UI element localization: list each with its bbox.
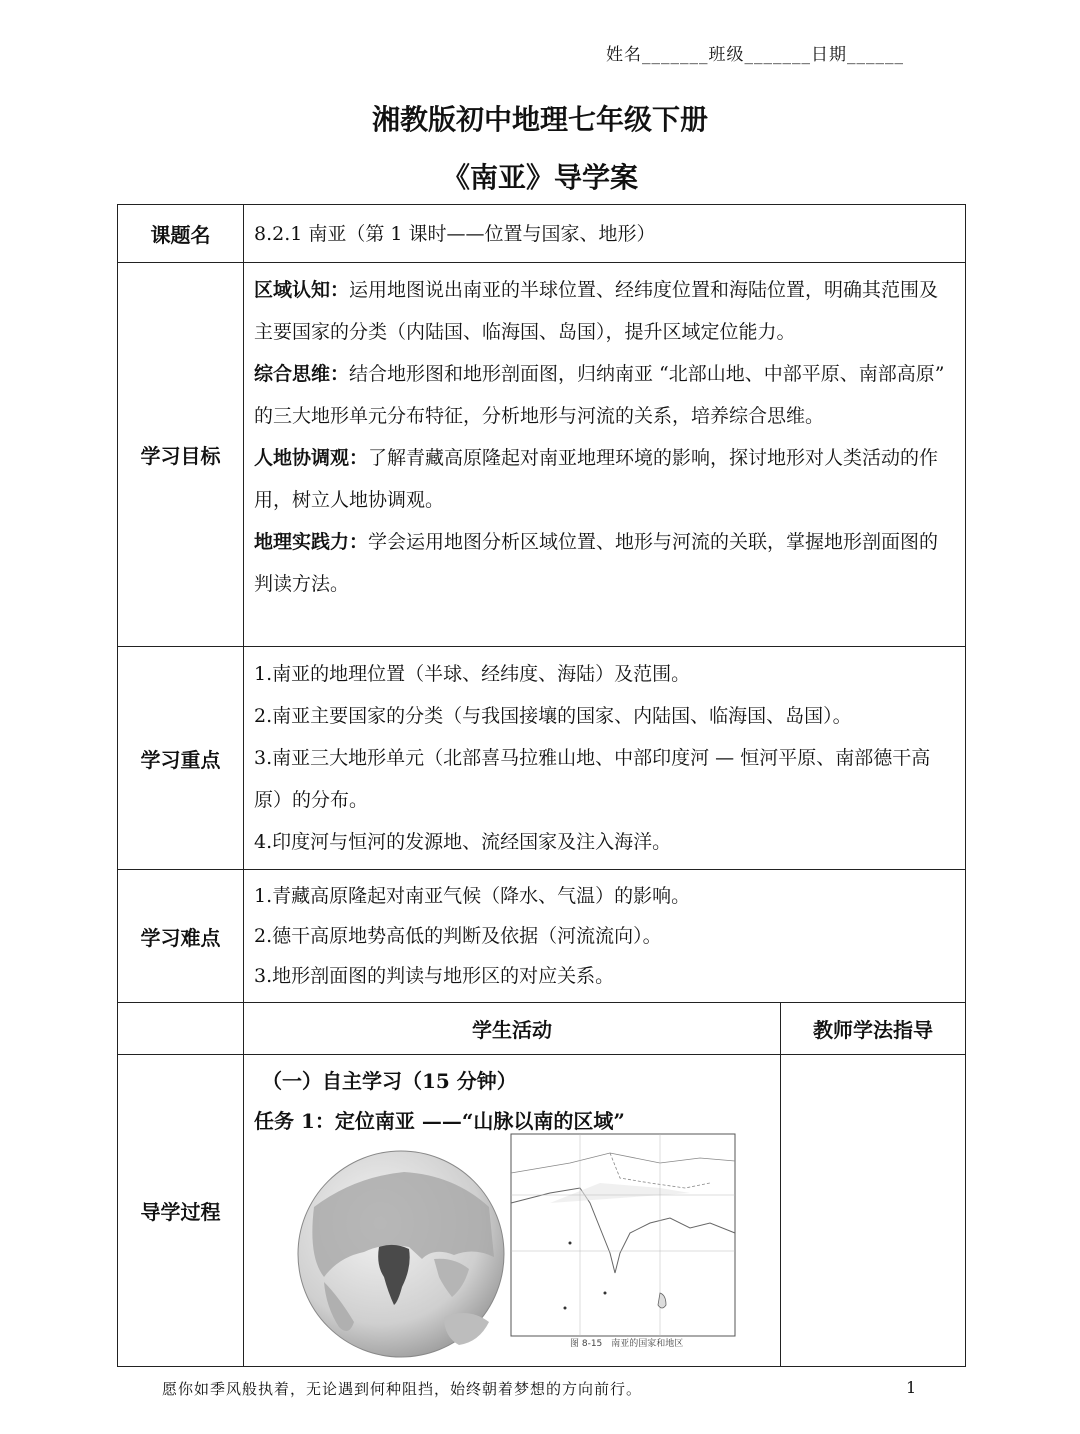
key-point-item: 4.印度河与恒河的发源地、流经国家及注入海洋。 xyxy=(254,831,672,853)
footer-motto: 愿你如季风般执着，无论遇到何种阻挡，始终朝着梦想的方向前行。 xyxy=(162,1380,643,1398)
goals-label: 学习目标 xyxy=(118,263,244,647)
difficulties-label: 学习难点 xyxy=(118,870,244,1003)
teacher-guidance-cell xyxy=(781,1055,966,1367)
process-content xyxy=(244,1055,781,1367)
map-caption: 图 8-15 南亚的国家和地区 xyxy=(570,1339,684,1349)
page-number: 1 xyxy=(906,1378,917,1397)
goal-item: 人地协调观：了解青藏高原隆起对南亚地理环境的影响，探讨地形对人类活动的作用，树立人地协调观。 xyxy=(254,447,939,511)
task-heading: 任务 1：定位南亚 ——“山脉以南的区域” xyxy=(254,1109,625,1133)
south-asia-map xyxy=(510,1133,736,1347)
document-title: 湘教版初中地理七年级下册 xyxy=(371,103,708,136)
difficulties-content xyxy=(244,870,966,1003)
goal-item: 综合思维：结合地形图和地形剖面图，归纳南亚 “北部山地、中部平原、南部高原” 的三大地形单元分布特征，分析地形与河流的关系，培养综合思维。 xyxy=(254,363,945,427)
topic-label: 课题名 xyxy=(118,205,244,263)
difficulty-item: 2.德干高原地势高低的判断及依据（河流流向）。 xyxy=(254,925,662,947)
key-point-item: 3.南亚三大地形单元（北部喜马拉雅山地、中部印度河 — 恒河平原、南部德干高原）的分布。 xyxy=(254,747,931,811)
goals-content xyxy=(244,263,966,647)
key-point-item: 2.南亚主要国家的分类（与我国接壤的国家、内陆国、临海国、岛国）。 xyxy=(254,705,852,727)
section-heading: （一）自主学习（15 分钟） xyxy=(262,1069,517,1093)
key-point-item: 1.南亚的地理位置（半球、经纬度、海陆）及范围。 xyxy=(254,663,691,685)
goal-item: 区域认知：运用地图说出南亚的半球位置、经纬度位置和海陆位置，明确其范围及主要国家的分类（内陆国、临海国、岛国），提升区域定位能力。 xyxy=(254,279,939,343)
empty-cell xyxy=(118,1003,244,1055)
key-points-label: 学习重点 xyxy=(118,647,244,870)
process-label: 导学过程 xyxy=(118,1055,244,1367)
student-activity-header: 学生活动 xyxy=(244,1003,781,1055)
teacher-guidance-header: 教师学法指导 xyxy=(781,1003,966,1055)
figures xyxy=(254,1141,770,1353)
globe-image xyxy=(294,1147,509,1362)
difficulties-row xyxy=(118,870,966,1003)
process-row xyxy=(118,1055,966,1367)
topic-row xyxy=(118,205,966,263)
difficulty-item: 3.地形剖面图的判读与地形区的对应关系。 xyxy=(254,965,615,987)
lesson-plan-table xyxy=(117,204,966,1367)
key-points-content xyxy=(244,647,966,870)
document-subtitle: 《南亚》导学案 xyxy=(441,161,638,194)
goals-row xyxy=(118,263,966,647)
topic-value: 8.2.1 南亚（第 1 课时——位置与国家、地形） xyxy=(244,205,966,263)
goal-item: 地理实践力：学会运用地图分析区域位置、地形与河流的关联，掌握地形剖面图的判读方法。 xyxy=(254,531,939,595)
student-info-line: 姓名_______班级_______日期______ xyxy=(606,45,904,65)
key-points-row xyxy=(118,647,966,870)
difficulty-item: 1.青藏高原隆起对南亚气候（降水、气温）的影响。 xyxy=(254,885,691,907)
activity-header-row xyxy=(118,1003,966,1055)
